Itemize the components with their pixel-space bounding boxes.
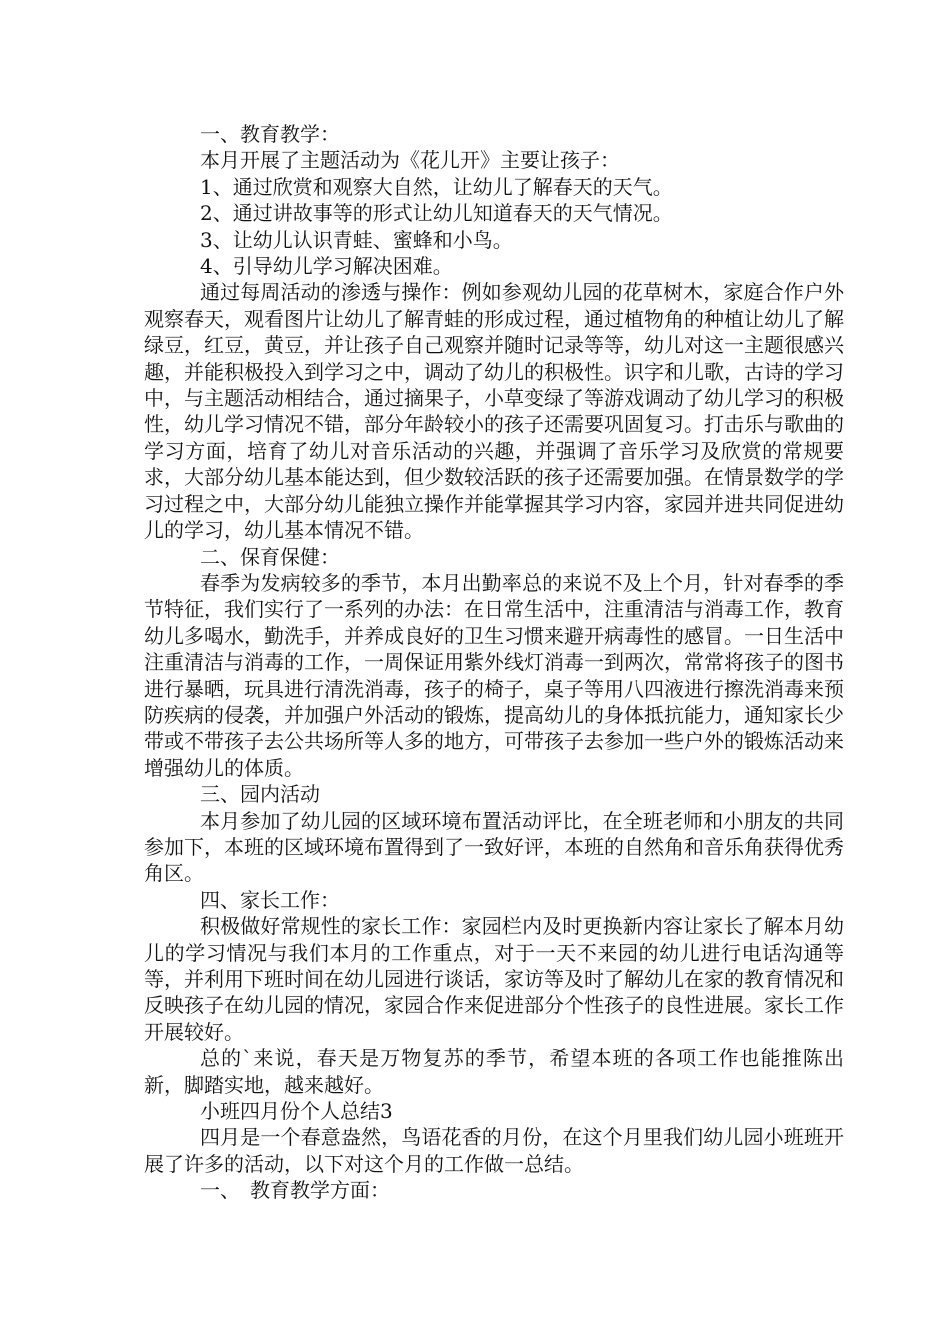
- heading-campus-activities: 三、园内活动: [200, 782, 320, 807]
- paragraph-weekly-activities: 通过每周活动的渗透与操作：例如参观幼儿园的花草树木，家庭合作户外观察春天，观看图片让幼儿了解青蛙的形成过程，通过植物角的种植让幼儿了解绿豆，红豆，黄豆，并让孩子自己观察并随时记录等等，幼儿对这一主题很感兴趣，并能积极投入到学习之中，调动了幼儿的积极性。识字和儿歌，古诗的学习中，与主题活动相结合，通过摘果子，小草变绿了等游戏调动了幼儿学习的积极性，幼儿学习情况不错，部分年龄较小的孩子还需要巩固复习。打击乐与歌曲的学习方面，培育了幼儿对音乐活动的兴趣，并强调了音乐学习及欣赏的常规要求，大部分幼儿基本能达到，但少数较活跃的孩子还需要加强。在情景数学的学习过程之中，大部分幼儿能独立操作并能掌握其学习内容，家园并进共同促进幼儿的学习，幼儿基本情况不错。: [144, 280, 844, 543]
- list-item-4: 4、引导幼儿学习解决困难。: [200, 254, 453, 279]
- paragraph-april-intro: 四月是一个春意盎然，鸟语花香的月份，在这个月里我们幼儿园小班班开展了许多的活动，以下对这个月的工作做一总结。: [144, 1125, 844, 1176]
- heading-parent-work: 四、家长工作：: [200, 887, 340, 912]
- heading-education: 一、教育教学：: [200, 122, 340, 146]
- heading-health-care: 二、保育保健：: [200, 544, 340, 569]
- paragraph-conclusion: 总的`来说，春天是万物复苏的季节，希望本班的各项工作也能推陈出新，脚踏实地，越来越好。: [144, 1046, 844, 1097]
- paragraph-environment-contest: 本月参加了幼儿园的区域环境布置活动评比，在全班老师和小朋友的共同参加下，本班的区域环境布置得到了一致好评，本班的自然角和音乐角获得优秀角区。: [144, 808, 844, 886]
- paragraph-spring-health: 春季为发病较多的季节，本月出勤率总的来说不及上个月，针对春季的季节特征，我们实行了一系列的办法：在日常生活中，注重清洁与消毒工作，教育幼儿多喝水，勤洗手，并养成良好的卫生习惯来避开病毒性的感冒。一日生活中注重清洁与消毒的工作，一周保证用紫外线灯消毒一到两次，常常将孩子的图书进行暴晒，玩具进行清洗消毒，孩子的椅子，桌子等用八四液进行擦洗消毒来预防疾病的侵袭，并加强户外活动的锻炼，提高幼儿的身体抵抗能力，通知家长少带或不带孩子去公共场所等人多的地方，可带孩子去参加一些户外的锻炼活动来增强幼儿的体质。: [144, 570, 844, 780]
- paragraph-parent-work: 积极做好常规性的家长工作：家园栏内及时更换新内容让家长了解本月幼儿的学习情况与我们本月的工作重点，对于一天不来园的幼儿进行电话沟通等等，并利用下班时间在幼儿园进行谈话，家访等及时了解幼儿在家的教育情况和反映孩子在幼儿园的情况，家园合作来促进部分个性孩子的良性进展。家长工作开展较好。: [144, 914, 844, 1044]
- heading-summary-3: 小班四月份个人总结3: [200, 1099, 393, 1124]
- heading-education-aspect: 一、 教育教学方面：: [200, 1178, 390, 1203]
- list-item-2: 2、通过讲故事等的形式让幼儿知道春天的天气情况。: [200, 201, 673, 226]
- document-body: [144, 121, 844, 1204]
- list-item-1: 1、通过欣赏和观察大自然，让幼儿了解春天的天气。: [200, 174, 673, 199]
- list-item-3: 3、让幼儿认识青蛙、蜜蜂和小鸟。: [200, 227, 513, 252]
- paragraph-theme-intro: 本月开展了主题活动为《花儿开》主要让孩子：: [200, 148, 620, 173]
